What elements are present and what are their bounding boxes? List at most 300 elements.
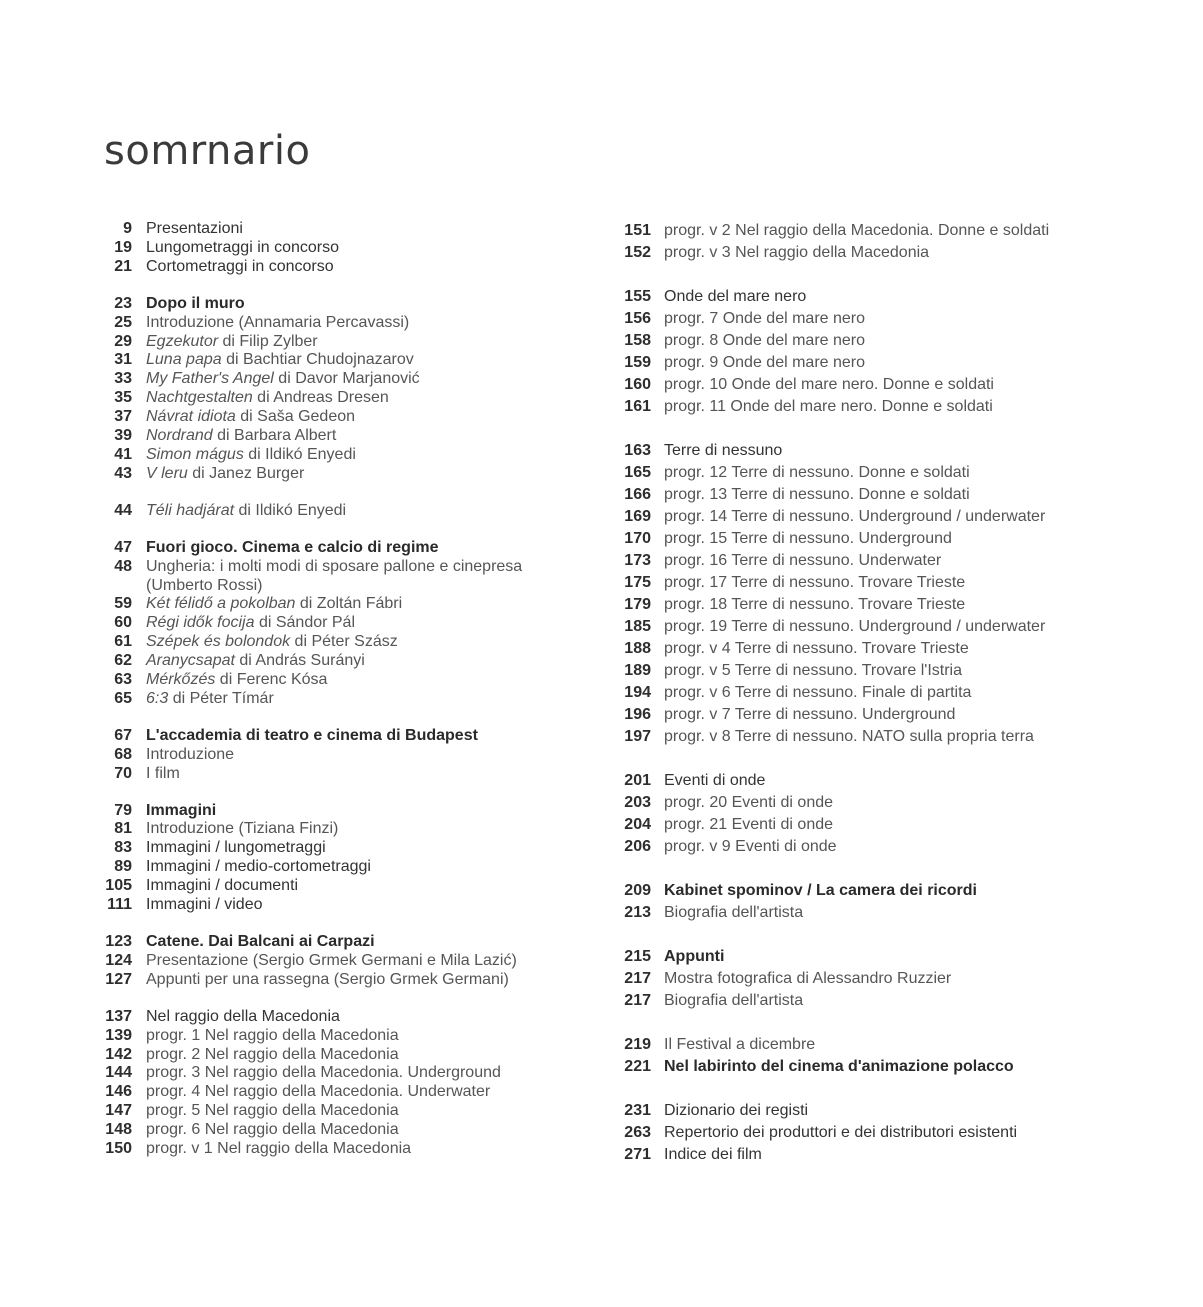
- toc-page-number: 89: [114, 858, 132, 876]
- toc-entry-label: Immagini / video: [146, 896, 263, 914]
- toc-entry-label: progr. 14 Terre di nessuno. Underground / underwater: [664, 508, 1046, 525]
- section-spacer: [96, 277, 566, 295]
- page-title: somrnario: [104, 128, 311, 174]
- section-spacer: [96, 990, 566, 1008]
- toc-entry-text: [664, 1122, 1017, 1144]
- toc-page-number: 144: [105, 1064, 132, 1082]
- toc-entry-text: [664, 396, 993, 418]
- toc-entry-label: Onde del mare nero: [664, 288, 807, 305]
- toc-entry-text: [146, 595, 402, 614]
- toc-entry: [96, 839, 566, 858]
- toc-page-number: 48: [114, 557, 132, 575]
- toc-entry-label: progr. 4 Nel raggio della Macedonia. Underwater: [146, 1083, 491, 1101]
- toc-entry: [96, 370, 566, 389]
- toc-entry: [96, 690, 566, 709]
- toc-entry-label: I film: [146, 764, 180, 782]
- toc-entry-label: progr. 16 Terre di nessuno. Underwater: [664, 552, 942, 569]
- toc-entry-text: [146, 971, 509, 990]
- toc-entry: [96, 1027, 566, 1046]
- toc-entry-text: [146, 220, 243, 239]
- toc-entry-label: L'accademia di teatro e cinema di Budapest: [146, 726, 478, 744]
- toc-page-number: 29: [114, 332, 132, 350]
- toc-entry-label: progr. v 5 Terre di nessuno. Trovare l'Istria: [664, 662, 963, 679]
- toc-entry-text: [664, 638, 969, 660]
- toc-entry: [610, 1034, 1170, 1056]
- toc-entry-text: [664, 352, 865, 374]
- section-spacer: [610, 924, 1170, 946]
- toc-entry: [96, 446, 566, 465]
- toc-entry-text: [146, 1027, 399, 1046]
- toc-entry: [610, 286, 1170, 308]
- toc-page-number: 173: [624, 552, 651, 569]
- toc-entry-text: [146, 952, 517, 971]
- toc-entry-text: [664, 1100, 808, 1122]
- film-title: Mérkőzés: [146, 671, 216, 689]
- toc-entry-text: [146, 858, 371, 877]
- toc-page-number: 188: [624, 640, 651, 657]
- toc-entry-text: [664, 594, 965, 616]
- toc-page-number: 142: [105, 1045, 132, 1063]
- toc-entry-label: progr. v 3 Nel raggio della Macedonia: [664, 244, 930, 261]
- toc-entry: [610, 528, 1170, 550]
- toc-page-number: 179: [624, 596, 651, 613]
- section-spacer: [96, 784, 566, 802]
- toc-entry-label: Appunti per una rassegna (Sergio Grmek Germani): [146, 970, 509, 988]
- toc-entry: [610, 374, 1170, 396]
- section-spacer: [610, 264, 1170, 286]
- toc-entry: [610, 946, 1170, 968]
- toc-entry-label: progr. 18 Terre di nessuno. Trovare Trieste: [664, 596, 966, 613]
- toc-entry-text: [146, 539, 439, 558]
- toc-entry-text: [664, 990, 803, 1012]
- toc-entry: [96, 652, 566, 671]
- toc-page-number: 175: [624, 574, 651, 591]
- toc-page-number: 105: [105, 877, 132, 895]
- toc-entry: [610, 352, 1170, 374]
- toc-entry-label: Nel raggio della Macedonia: [146, 1007, 340, 1025]
- toc-entry-text: [664, 704, 955, 726]
- toc-entry-text: [146, 295, 245, 314]
- film-director: di Ildikó Enyedi: [243, 445, 356, 463]
- toc-entry-label: Ungheria: i molti modi di sposare pallone e cinepresa (Umberto Rossi): [146, 557, 523, 594]
- toc-page-number: 263: [624, 1124, 651, 1141]
- toc-page-number: 59: [114, 595, 132, 613]
- toc-entry-text: [146, 1140, 411, 1159]
- toc-entry: [96, 1083, 566, 1102]
- film-title: V leru: [146, 464, 188, 482]
- toc-page-number: 23: [114, 294, 132, 312]
- toc-entry-text: [664, 484, 970, 506]
- toc-page-number: 41: [114, 445, 132, 463]
- film-director: di Ferenc Kósa: [215, 671, 328, 689]
- toc-entry-label: progr. v 8 Terre di nessuno. NATO sulla propria terra: [664, 728, 1034, 745]
- toc-entry: [96, 502, 566, 521]
- toc-entry-text: [146, 351, 414, 370]
- toc-page-number: 221: [624, 1058, 651, 1075]
- toc-entry: [610, 220, 1170, 242]
- toc-entry: [610, 770, 1170, 792]
- film-director: di Barbara Albert: [212, 427, 337, 445]
- toc-entry-text: [146, 370, 420, 389]
- film-director: di Davor Marjanović: [273, 370, 420, 388]
- toc-entry: [610, 660, 1170, 682]
- toc-entry-label: Repertorio dei produttori e dei distributori esistenti: [664, 1124, 1018, 1141]
- toc-entry-text: [664, 330, 865, 352]
- toc-entry-text: [146, 1102, 399, 1121]
- toc-entry-label: progr. 6 Nel raggio della Macedonia: [146, 1121, 399, 1139]
- toc-entry-label: progr. 5 Nel raggio della Macedonia: [146, 1102, 399, 1120]
- film-director: di Janez Burger: [187, 464, 305, 482]
- toc-entry-text: [146, 1064, 501, 1083]
- toc-page-number: 148: [105, 1121, 132, 1139]
- toc-entry-text: [146, 633, 398, 652]
- toc-page-number: 21: [114, 257, 132, 275]
- toc-page-number: 123: [105, 933, 132, 950]
- toc-entry: [96, 408, 566, 427]
- film-director: di András Surányi: [234, 652, 365, 670]
- toc-entry-label: progr. v 6 Terre di nessuno. Finale di partita: [664, 684, 972, 701]
- toc-entry-text: [664, 528, 952, 550]
- toc-page-number: 231: [624, 1102, 651, 1119]
- toc-entry: [610, 1100, 1170, 1122]
- toc-entry-label: progr. 8 Onde del mare nero: [664, 332, 866, 349]
- toc-entry-label: Immagini / lungometraggi: [146, 839, 326, 857]
- toc-entry-text: [146, 389, 389, 408]
- toc-page-number: 124: [105, 951, 132, 969]
- toc-page-number: 213: [624, 904, 651, 921]
- toc-page-number: 197: [624, 728, 651, 745]
- toc-page-number: 25: [114, 313, 132, 331]
- toc-entry: [96, 820, 566, 839]
- toc-entry-label: Dizionario dei registi: [664, 1102, 809, 1119]
- toc-entry-text: [146, 446, 356, 465]
- toc-entry: [610, 726, 1170, 748]
- toc-entry-text: [146, 727, 478, 746]
- toc-entry-text: [664, 682, 971, 704]
- toc-entry: [610, 440, 1170, 462]
- toc-entry-text: [146, 690, 274, 709]
- toc-page-number: 83: [114, 839, 132, 857]
- toc-entry: [610, 396, 1170, 418]
- toc-entry: [610, 330, 1170, 352]
- toc-page-number: 203: [624, 794, 651, 811]
- toc-entry: [610, 462, 1170, 484]
- toc-page-number: 158: [624, 332, 651, 349]
- film-title: Nordrand: [146, 427, 213, 445]
- toc-page-number: 60: [114, 614, 132, 632]
- toc-entry-label: progr. 11 Onde del mare nero. Donne e soldati: [664, 398, 993, 415]
- section-spacer: [96, 484, 566, 502]
- toc-page-number: 47: [114, 538, 132, 556]
- toc-page-number: 217: [624, 992, 651, 1009]
- toc-page-number: 70: [114, 764, 132, 782]
- section-spacer: [610, 1012, 1170, 1034]
- toc-entry-text: [664, 572, 965, 594]
- toc-entry-text: [146, 465, 304, 484]
- toc-entry: [610, 880, 1170, 902]
- toc-entry-label: Introduzione (Annamaria Percavassi): [146, 313, 410, 331]
- toc-entry-text: [664, 220, 1049, 242]
- toc-entry-label: progr. 9 Onde del mare nero: [664, 354, 866, 371]
- toc-entry-text: [146, 1121, 399, 1140]
- toc-left-column: [96, 220, 566, 1159]
- toc-entry-text: [664, 968, 951, 990]
- film-director: di Sándor Pál: [254, 614, 356, 632]
- toc-entry-label: Introduzione: [146, 745, 235, 763]
- toc-entry-text: [664, 726, 1034, 748]
- toc-entry: [96, 539, 566, 558]
- toc-entry: [96, 614, 566, 633]
- toc-entry-text: [146, 839, 326, 858]
- film-director: di Zoltán Fábri: [295, 595, 403, 613]
- toc-entry-label: progr. 12 Terre di nessuno. Donne e soldati: [664, 464, 970, 481]
- toc-entry: [610, 968, 1170, 990]
- toc-entry: [96, 877, 566, 896]
- toc-entry: [96, 351, 566, 370]
- toc-page-number: 139: [105, 1026, 132, 1044]
- toc-entry-label: Appunti: [664, 948, 725, 965]
- toc-entry-text: [146, 1008, 340, 1027]
- toc-entry-text: [146, 671, 327, 690]
- toc-page-number: 204: [624, 816, 651, 833]
- section-spacer: [610, 748, 1170, 770]
- toc-page-number: 152: [624, 244, 651, 261]
- film-director: di Saša Gedeon: [235, 408, 356, 426]
- toc-page-number: 151: [624, 222, 651, 239]
- toc-page-number: 170: [624, 530, 651, 547]
- toc-entry: [96, 802, 566, 821]
- toc-page-number: 217: [624, 970, 651, 987]
- toc-page-number: 31: [114, 351, 132, 369]
- toc-entry-text: [664, 836, 837, 858]
- toc-entry-label: progr. v 4 Terre di nessuno. Trovare Trieste: [664, 640, 969, 657]
- toc-entry: [96, 389, 566, 408]
- toc-entry-text: [146, 558, 546, 596]
- toc-entry: [96, 295, 566, 314]
- toc-entry: [96, 427, 566, 446]
- toc-entry-text: [664, 440, 782, 462]
- toc-entry-label: Il Festival a dicembre: [664, 1036, 816, 1053]
- toc-page-number: 185: [624, 618, 651, 635]
- toc-entry-text: [664, 1034, 815, 1056]
- toc-page-number: 63: [114, 671, 132, 689]
- toc-page-number: 33: [114, 370, 132, 388]
- toc-entry-text: [146, 314, 409, 333]
- toc-page-number: 43: [114, 464, 132, 482]
- toc-entry: [96, 220, 566, 239]
- toc-entry: [96, 896, 566, 915]
- toc-page-number: 137: [105, 1007, 132, 1025]
- toc-entry-text: [664, 1144, 762, 1166]
- toc-page-number: 196: [624, 706, 651, 723]
- toc-page-number: 160: [624, 376, 651, 393]
- toc-page-number: 19: [114, 238, 132, 256]
- toc-entry-label: progr. 15 Terre di nessuno. Underground: [664, 530, 952, 547]
- toc-entry: [96, 258, 566, 277]
- film-title: Két félidő a pokolban: [146, 595, 296, 613]
- toc-entry-text: [146, 802, 216, 821]
- toc-page-number: 67: [114, 726, 132, 744]
- section-spacer: [610, 418, 1170, 440]
- toc-entry: [96, 333, 566, 352]
- toc-page-number: 155: [624, 288, 651, 305]
- toc-page-number: 215: [624, 948, 651, 965]
- toc-entry-label: Biografia dell'artista: [664, 992, 804, 1009]
- toc-page-number: 206: [624, 838, 651, 855]
- toc-entry: [96, 1140, 566, 1159]
- toc-entry: [96, 595, 566, 614]
- toc-entry-label: progr. 13 Terre di nessuno. Donne e soldati: [664, 486, 970, 503]
- toc-entry-label: progr. 21 Eventi di onde: [664, 816, 834, 833]
- toc-entry-text: [146, 933, 375, 952]
- toc-entry-text: [146, 877, 298, 896]
- toc-page-number: 61: [114, 633, 132, 651]
- toc-entry-text: [146, 1046, 399, 1065]
- section-spacer: [610, 858, 1170, 880]
- toc-page-number: 209: [624, 882, 651, 899]
- toc-entry-label: Immagini / documenti: [146, 877, 299, 895]
- toc-entry-label: Presentazioni: [146, 220, 243, 237]
- toc-entry-label: Nel labirinto del cinema d'animazione polacco: [664, 1058, 1014, 1075]
- film-title: Téli hadjárat: [146, 501, 235, 519]
- toc-entry-label: Catene. Dai Balcani ai Carpazi: [146, 933, 375, 950]
- toc-entry: [610, 638, 1170, 660]
- toc-page-number: 9: [123, 220, 132, 237]
- toc-entry: [96, 465, 566, 484]
- toc-entry: [96, 858, 566, 877]
- toc-entry-label: progr. 20 Eventi di onde: [664, 794, 834, 811]
- toc-entry-text: [664, 550, 941, 572]
- toc-entry: [96, 727, 566, 746]
- toc-entry: [610, 1056, 1170, 1078]
- section-spacer: [96, 521, 566, 539]
- toc-page-number: 156: [624, 310, 651, 327]
- toc-entry: [96, 1008, 566, 1027]
- toc-page-number: 163: [624, 442, 651, 459]
- toc-entry: [610, 682, 1170, 704]
- toc-entry-label: Indice dei film: [664, 1146, 762, 1163]
- toc-entry-label: Immagini / medio-cortometraggi: [146, 858, 371, 876]
- film-title: Simon mágus: [146, 445, 244, 463]
- toc-entry-label: progr. 3 Nel raggio della Macedonia. Underground: [146, 1064, 501, 1082]
- toc-right-column: [610, 220, 1170, 1166]
- toc-entry-text: [664, 286, 806, 308]
- film-title: Nachtgestalten: [146, 389, 253, 407]
- toc-page-number: 127: [105, 970, 132, 988]
- toc-entry: [610, 990, 1170, 1012]
- toc-entry: [610, 242, 1170, 264]
- toc-entry-text: [664, 770, 765, 792]
- toc-page-number: 169: [624, 508, 651, 525]
- toc-entry-label: Presentazione (Sergio Grmek Germani e Mila Lazić): [146, 951, 517, 969]
- film-director: di Péter Szász: [290, 633, 398, 651]
- toc-entry-label: Lungometraggi in concorso: [146, 238, 340, 256]
- toc-entry-text: [146, 652, 365, 671]
- toc-page-number: 62: [114, 652, 132, 670]
- film-director: di Ildikó Enyedi: [234, 501, 347, 519]
- toc-entry-label: progr. 10 Onde del mare nero. Donne e soldati: [664, 376, 994, 393]
- film-director: di Andreas Dresen: [252, 389, 389, 407]
- toc-entry: [610, 484, 1170, 506]
- toc-entry-label: progr. v 7 Terre di nessuno. Underground: [664, 706, 956, 723]
- toc-entry: [96, 1102, 566, 1121]
- film-director: di Filip Zylber: [218, 332, 318, 350]
- toc-entry: [96, 633, 566, 652]
- toc-entry: [610, 550, 1170, 572]
- toc-entry-label: Immagini: [146, 801, 217, 819]
- toc-entry-text: [146, 408, 355, 427]
- toc-entry: [96, 933, 566, 952]
- toc-page-number: 189: [624, 662, 651, 679]
- toc-page-number: 44: [114, 501, 132, 519]
- toc-page-number: 39: [114, 427, 132, 445]
- toc-entry-text: [664, 902, 803, 924]
- toc-page-number: 271: [624, 1146, 651, 1163]
- toc-entry-text: [146, 1083, 490, 1102]
- toc-entry-text: [146, 820, 338, 839]
- toc-entry: [96, 314, 566, 333]
- toc-page-number: 147: [105, 1102, 132, 1120]
- toc-entry: [610, 1122, 1170, 1144]
- toc-entry: [610, 814, 1170, 836]
- toc-entry-label: Terre di nessuno: [664, 442, 783, 459]
- toc-entry-text: [146, 333, 318, 352]
- film-title: Régi idők focija: [146, 614, 255, 632]
- toc-entry: [610, 308, 1170, 330]
- section-spacer: [96, 915, 566, 933]
- toc-entry-text: [146, 746, 234, 765]
- toc-page-number: 37: [114, 408, 132, 426]
- toc-entry: [96, 671, 566, 690]
- toc-entry-text: [664, 880, 977, 902]
- toc-entry-text: [146, 896, 263, 915]
- toc-entry: [610, 704, 1170, 726]
- toc-entry-text: [146, 239, 339, 258]
- toc-entry: [610, 1144, 1170, 1166]
- toc-page-number: 161: [624, 398, 651, 415]
- toc-entry: [96, 1064, 566, 1083]
- toc-entry-text: [664, 374, 994, 396]
- toc-entry: [610, 902, 1170, 924]
- toc-entry-label: progr. v 1 Nel raggio della Macedonia: [146, 1140, 412, 1158]
- toc-page-number: 219: [624, 1036, 651, 1053]
- film-director: di Bachtiar Chudojnazarov: [221, 351, 414, 369]
- toc-entry-label: progr. 2 Nel raggio della Macedonia: [146, 1045, 399, 1063]
- film-director: di Péter Tímár: [168, 689, 274, 707]
- film-title: Szépek és bolondok: [146, 633, 291, 651]
- toc-entry: [610, 792, 1170, 814]
- toc-page-number: 111: [107, 896, 132, 914]
- film-title: Luna papa: [146, 351, 222, 369]
- toc-entry-text: [664, 814, 833, 836]
- toc-entry: [96, 1121, 566, 1140]
- toc-page-number: 165: [624, 464, 651, 481]
- toc-page-number: 166: [624, 486, 651, 503]
- toc-page-number: 35: [114, 389, 132, 407]
- toc-entry-text: [664, 462, 970, 484]
- toc-entry: [96, 746, 566, 765]
- toc-entry-text: [664, 242, 929, 264]
- toc-entry: [96, 239, 566, 258]
- toc-entry-label: progr. 7 Onde del mare nero: [664, 310, 866, 327]
- toc-entry-text: [664, 660, 962, 682]
- toc-entry-label: progr. 19 Terre di nessuno. Underground / underwater: [664, 618, 1046, 635]
- film-title: 6:3: [146, 689, 169, 707]
- toc-page-number: 201: [624, 772, 651, 789]
- toc-entry-label: progr. v 9 Eventi di onde: [664, 838, 837, 855]
- toc-entry-label: progr. 17 Terre di nessuno. Trovare Trieste: [664, 574, 966, 591]
- toc-entry-label: progr. v 2 Nel raggio della Macedonia. Donne e soldati: [664, 222, 1050, 239]
